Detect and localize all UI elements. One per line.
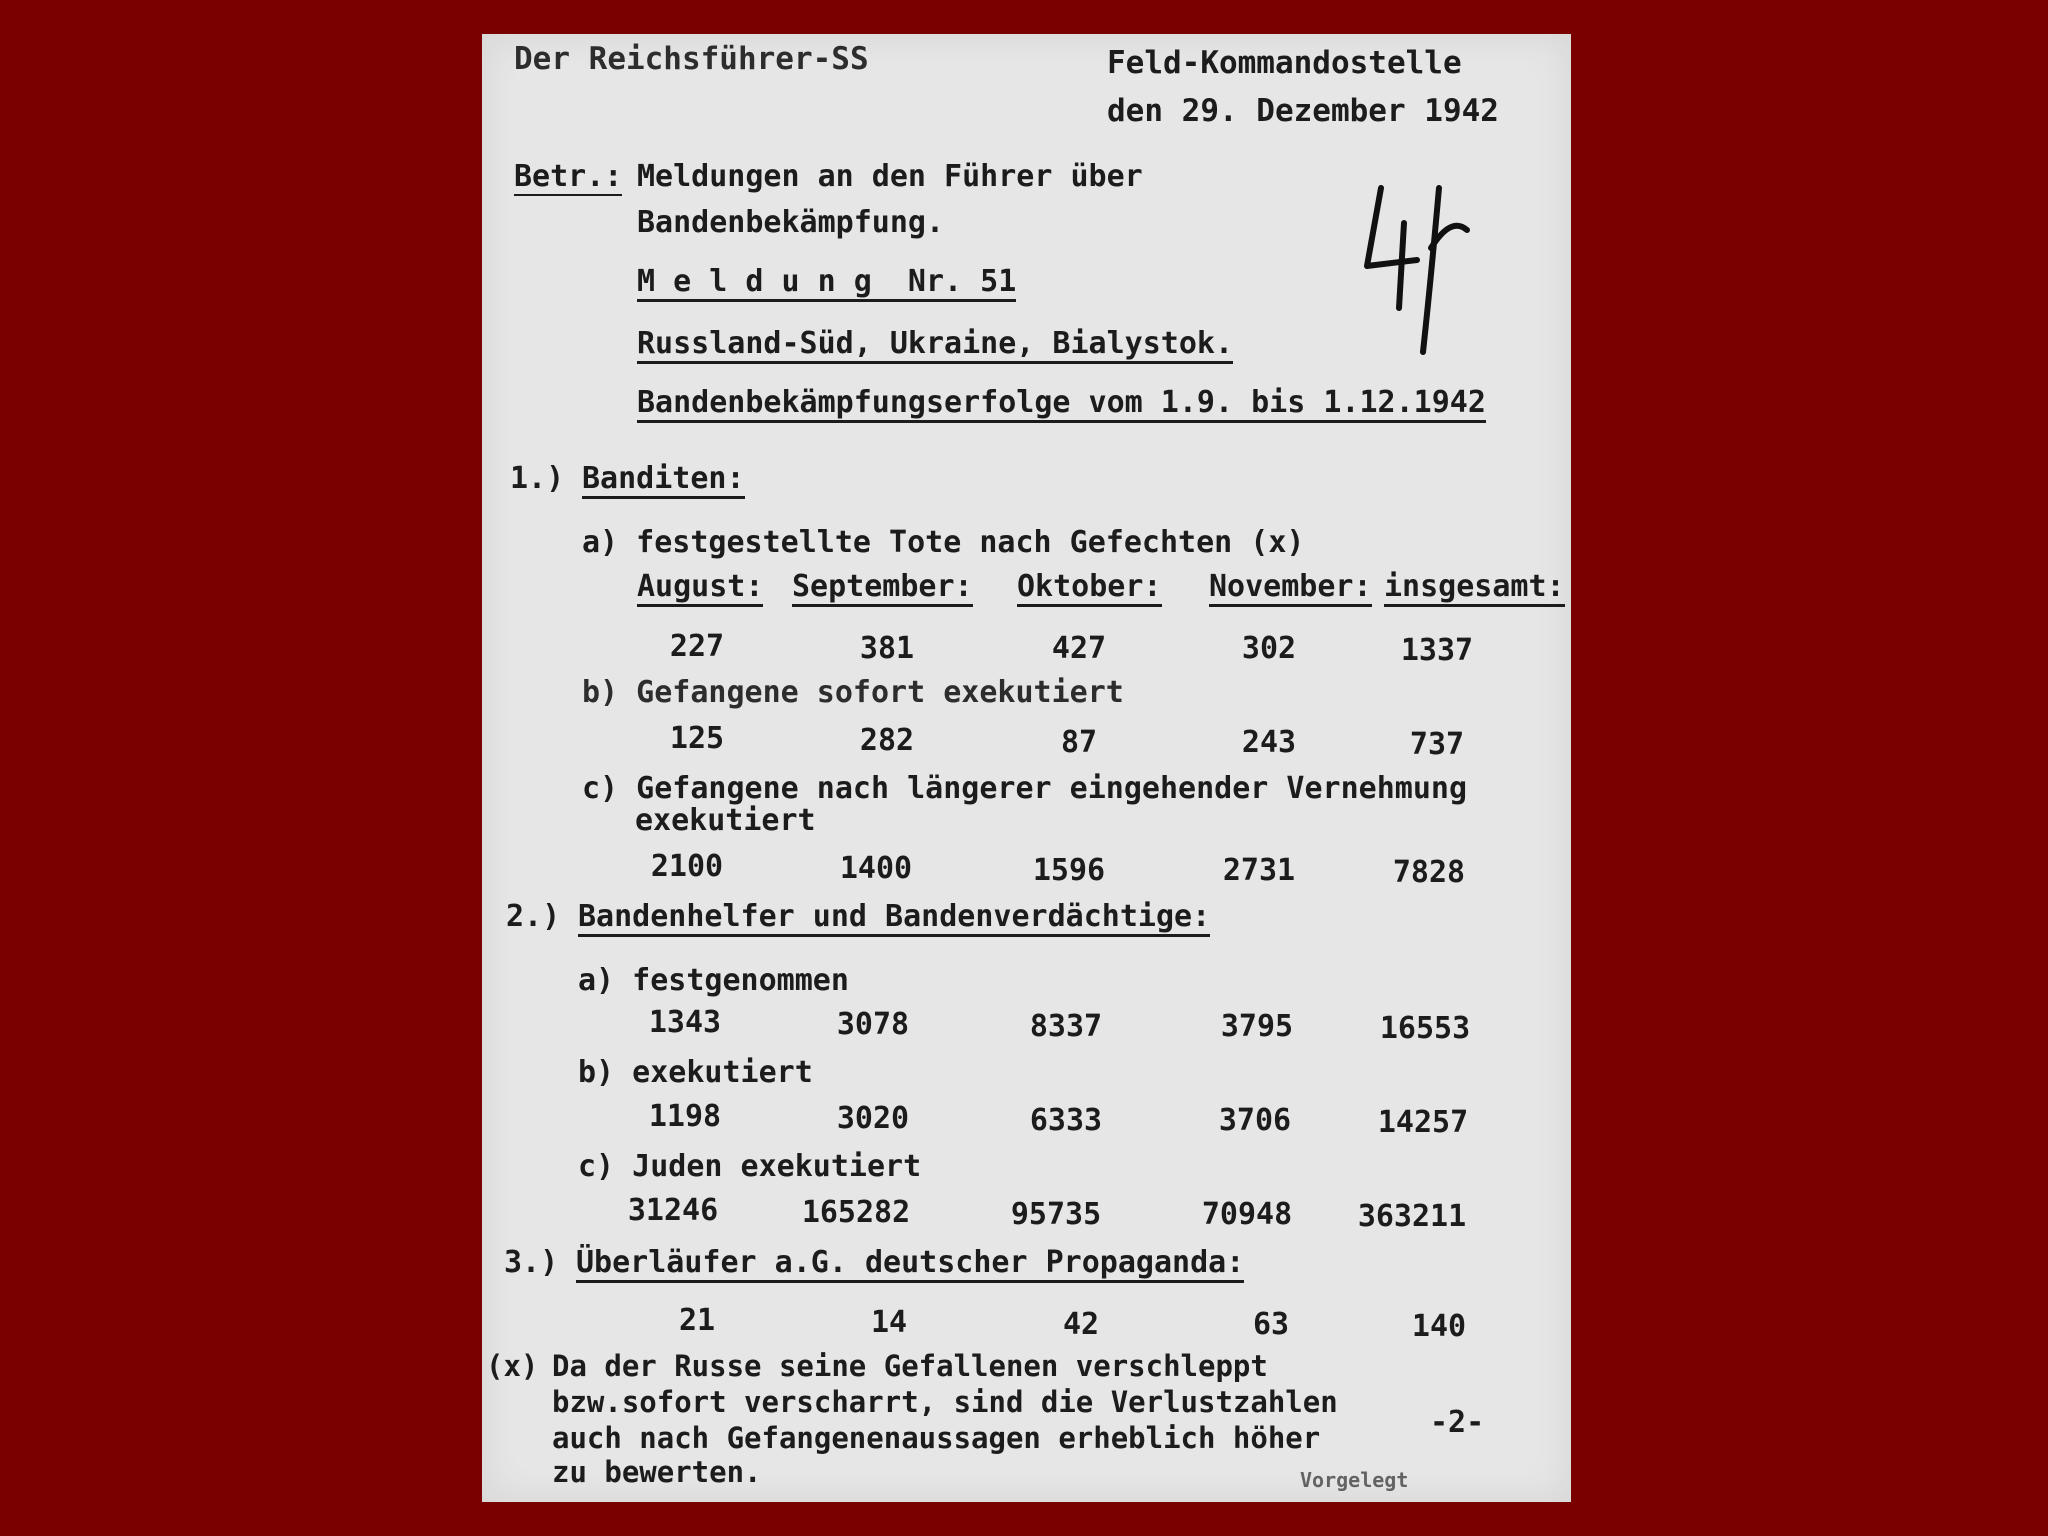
section-1-title: Banditen: — [582, 464, 745, 499]
value-1a-total: 1337 — [1400, 633, 1474, 668]
value-2b-august: 1198 — [648, 1099, 722, 1134]
value-1b-november: 243 — [1241, 725, 1297, 760]
value-1c-august: 2100 — [650, 849, 724, 884]
value-2c-september: 165282 — [801, 1195, 911, 1230]
value-2a-oktober: 8337 — [1029, 1009, 1103, 1044]
value-1c-oktober: 1596 — [1032, 853, 1106, 888]
value-2c-oktober: 95735 — [1010, 1197, 1102, 1232]
value-1c-total: 7828 — [1392, 855, 1466, 890]
value-2c-august: 31246 — [627, 1193, 719, 1228]
section-1a-label: a) festgestellte Tote nach Gefechten (x) — [582, 525, 1305, 560]
subject-label: Betr.: — [514, 159, 623, 194]
value-1a-september: 381 — [859, 631, 915, 666]
footnote-marker: (x) — [486, 1349, 539, 1383]
value-1b-august: 125 — [669, 721, 725, 756]
value-1a-oktober: 427 — [1051, 631, 1107, 666]
section-3-title: Überläufer a.G. deutscher Propaganda: — [576, 1248, 1244, 1283]
section-2c-label: c) Juden exekutiert — [578, 1149, 922, 1184]
column-header-november: November: — [1209, 572, 1372, 607]
value-1a-august: 227 — [669, 629, 725, 664]
value-3-november: 63 — [1252, 1307, 1290, 1342]
section-2-title: Bandenhelfer und Bandenverdächtige: — [578, 902, 1210, 937]
value-2a-total: 16553 — [1379, 1011, 1471, 1046]
value-2a-november: 3795 — [1220, 1009, 1294, 1044]
value-1b-total: 737 — [1409, 727, 1465, 762]
value-1c-november: 2731 — [1222, 853, 1296, 888]
section-2-number: 2.) — [506, 899, 561, 934]
value-2a-september: 3078 — [836, 1007, 910, 1042]
value-1c-september: 1400 — [839, 851, 913, 886]
column-header-oktober: Oktober: — [1017, 572, 1162, 607]
value-2b-total: 14257 — [1377, 1105, 1469, 1140]
subject-line-1: Meldungen an den Führer über — [637, 159, 1143, 194]
footnote-line-1: Da der Russe seine Gefallenen verschleppt — [552, 1349, 1268, 1383]
section-1b-label: b) Gefangene sofort exekutiert — [582, 675, 1124, 710]
document-page — [482, 34, 1571, 1502]
location-line: Feld-Kommandostelle — [1107, 45, 1462, 81]
value-1b-oktober: 87 — [1060, 725, 1098, 760]
value-2c-november: 70948 — [1201, 1197, 1293, 1232]
footnote-line-3: auch nach Gefangenenaussagen erheblich höher — [552, 1421, 1321, 1455]
section-3-number: 3.) — [504, 1245, 559, 1280]
value-3-oktober: 42 — [1062, 1307, 1100, 1342]
value-1b-september: 282 — [859, 723, 915, 758]
subject-line-2: Bandenbekämpfung. — [637, 205, 945, 240]
sender-line: Der Reichsführer-SS — [514, 41, 869, 77]
column-header-august: August: — [637, 572, 763, 607]
footnote-line-2: bzw.sofort verscharrt, sind die Verlustzahlen — [552, 1385, 1338, 1419]
page-marker: -2- — [1430, 1405, 1485, 1440]
date-line: den 29. Dezember 1942 — [1107, 93, 1499, 129]
report-regions: Russland-Süd, Ukraine, Bialystok. — [637, 329, 1233, 364]
value-2b-oktober: 6333 — [1029, 1103, 1103, 1138]
value-2c-total: 363211 — [1357, 1199, 1467, 1234]
section-2a-label: a) festgenommen — [578, 963, 849, 998]
report-number: M e l d u n g Nr. 51 — [637, 267, 1016, 302]
value-3-total: 140 — [1411, 1309, 1467, 1344]
section-2b-label: b) exekutiert — [578, 1055, 813, 1090]
footnote-line-4: zu bewerten. — [552, 1455, 762, 1489]
footer-stamp: Vorgelegt — [1300, 1468, 1409, 1492]
value-2a-august: 1343 — [648, 1005, 722, 1040]
value-2b-september: 3020 — [836, 1101, 910, 1136]
section-1c-label-cont: exekutiert — [635, 803, 816, 838]
value-1a-november: 302 — [1241, 631, 1297, 666]
column-header-september: September: — [792, 572, 973, 607]
value-2b-november: 3706 — [1218, 1103, 1292, 1138]
report-period: Bandenbekämpfungserfolge vom 1.9. bis 1.12.1942 — [637, 388, 1486, 423]
section-1c-label: c) Gefangene nach längerer eingehender Vernehmung — [582, 771, 1468, 806]
column-header-insgesamt: insgesamt: — [1384, 572, 1565, 607]
value-3-september: 14 — [870, 1305, 908, 1340]
handwritten-mark-icon — [1359, 168, 1479, 358]
value-3-august: 21 — [678, 1303, 716, 1338]
section-1-number: 1.) — [510, 461, 565, 496]
